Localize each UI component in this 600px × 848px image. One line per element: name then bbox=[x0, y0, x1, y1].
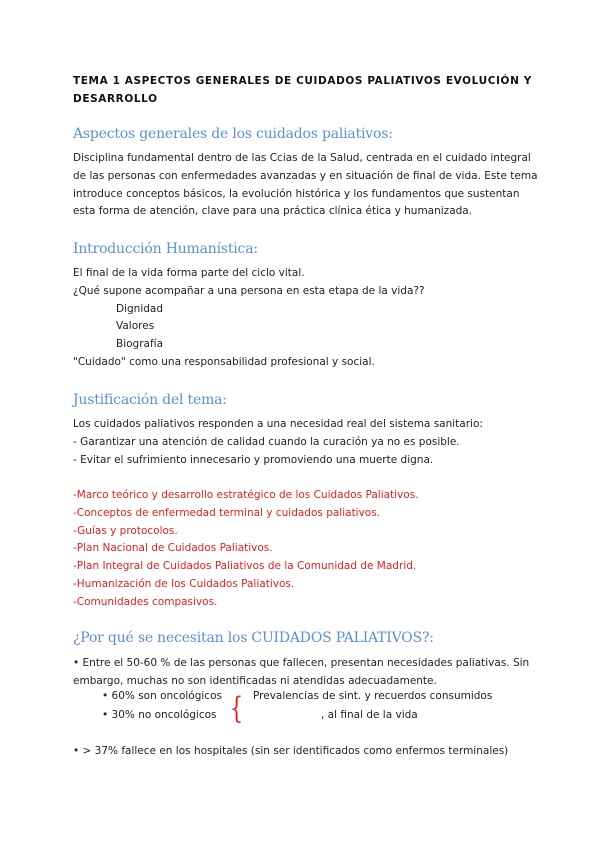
paragraph-line: esta forma de atención, clave para una práctica clínica ética y humanizada. bbox=[73, 205, 473, 218]
topic-item: -Plan Nacional de Cuidados Paliativos. bbox=[73, 542, 273, 555]
paragraph-line: El final de la vida forma parte del ciclo vital. bbox=[73, 267, 305, 279]
list-item: Valores bbox=[116, 320, 155, 333]
topic-list bbox=[73, 487, 531, 612]
document-title: TEMA 1 ASPECTOS GENERALES DE CUIDADOS PALIATIVOS EVOLUCIÓN Y DESARROLLO bbox=[73, 75, 532, 105]
note-prevalencias: Prevalencias de sint. y recuerdos consumidos bbox=[253, 690, 493, 702]
section-heading-aspectos: Aspectos generales de los cuidados paliativos: bbox=[73, 126, 393, 142]
section-heading-justificacion: Justificación del tema: bbox=[73, 392, 227, 408]
paragraph-line: - Evitar el sufrimiento innecesario y promoviendo una muerte digna. bbox=[73, 453, 434, 466]
note-final-vida: , al final de la vida bbox=[321, 709, 418, 721]
paragraph-line: • > 37% fallece en los hospitales (sin ser identificados como enfermos terminales) bbox=[73, 745, 509, 757]
topic-item: -Conceptos de enfermedad terminal y cuidados paliativos. bbox=[73, 506, 381, 519]
paragraph-line: de las personas con enfermedades avanzadas y en situación de final de vida. Este tema bbox=[73, 169, 538, 182]
section-heading-introduccion: Introducción Humanística: bbox=[73, 241, 258, 257]
paragraph-line: Los cuidados paliativos responden a una necesidad real del sistema sanitario: bbox=[73, 418, 483, 430]
paragraph-line: introduce conceptos básicos, la evolución histórica y los fundamentos que sustentan bbox=[73, 187, 520, 200]
list-item: Biografía bbox=[116, 338, 164, 351]
section-body-introduccion bbox=[73, 265, 531, 372]
topic-item: -Humanización de los Cuidados Paliativos. bbox=[73, 577, 295, 590]
section-body-por-que bbox=[73, 655, 531, 691]
topic-item: -Marco teórico y desarrollo estratégico de los Cuidados Paliativos. bbox=[73, 489, 419, 501]
paragraph-line: - Garantizar una atención de calidad cuando la curación ya no es posible. bbox=[73, 435, 460, 448]
brace-annotation: { bbox=[229, 691, 244, 726]
paragraph-line: Disciplina fundamental dentro de las Ccias de la Salud, centrada en el cuidado integral bbox=[73, 152, 531, 164]
stat-hospitales bbox=[73, 743, 531, 761]
section-body-justificacion bbox=[73, 416, 531, 469]
paragraph-line: "Cuidado" como una responsabilidad profesional y social. bbox=[73, 355, 375, 368]
topic-item: -Guías y protocolos. bbox=[73, 524, 178, 537]
topic-item: -Comunidades compasivos. bbox=[73, 595, 218, 608]
section-heading-por-que: ¿Por qué se necesitan los CUIDADOS PALIATIVOS?: bbox=[73, 630, 434, 646]
stat-oncologicos: • 60% son oncológicos bbox=[102, 690, 222, 702]
paragraph-line: ¿Qué supone acompañar a una persona en esta etapa de la vida?? bbox=[73, 284, 425, 297]
stat-no-oncologicos: • 30% no oncológicos bbox=[102, 709, 217, 721]
section-body-aspectos bbox=[73, 150, 538, 221]
list-item: Dignidad bbox=[116, 302, 164, 315]
paragraph-line: embargo, muchas no son identificadas ni atendidas adecuadamente. bbox=[73, 674, 437, 687]
paragraph-line: • Entre el 50-60 % de las personas que fallecen, presentan necesidades paliativas. Sin bbox=[73, 657, 530, 669]
topic-item: -Plan Integral de Cuidados Paliativos de la Comunidad de Madrid. bbox=[73, 560, 417, 573]
